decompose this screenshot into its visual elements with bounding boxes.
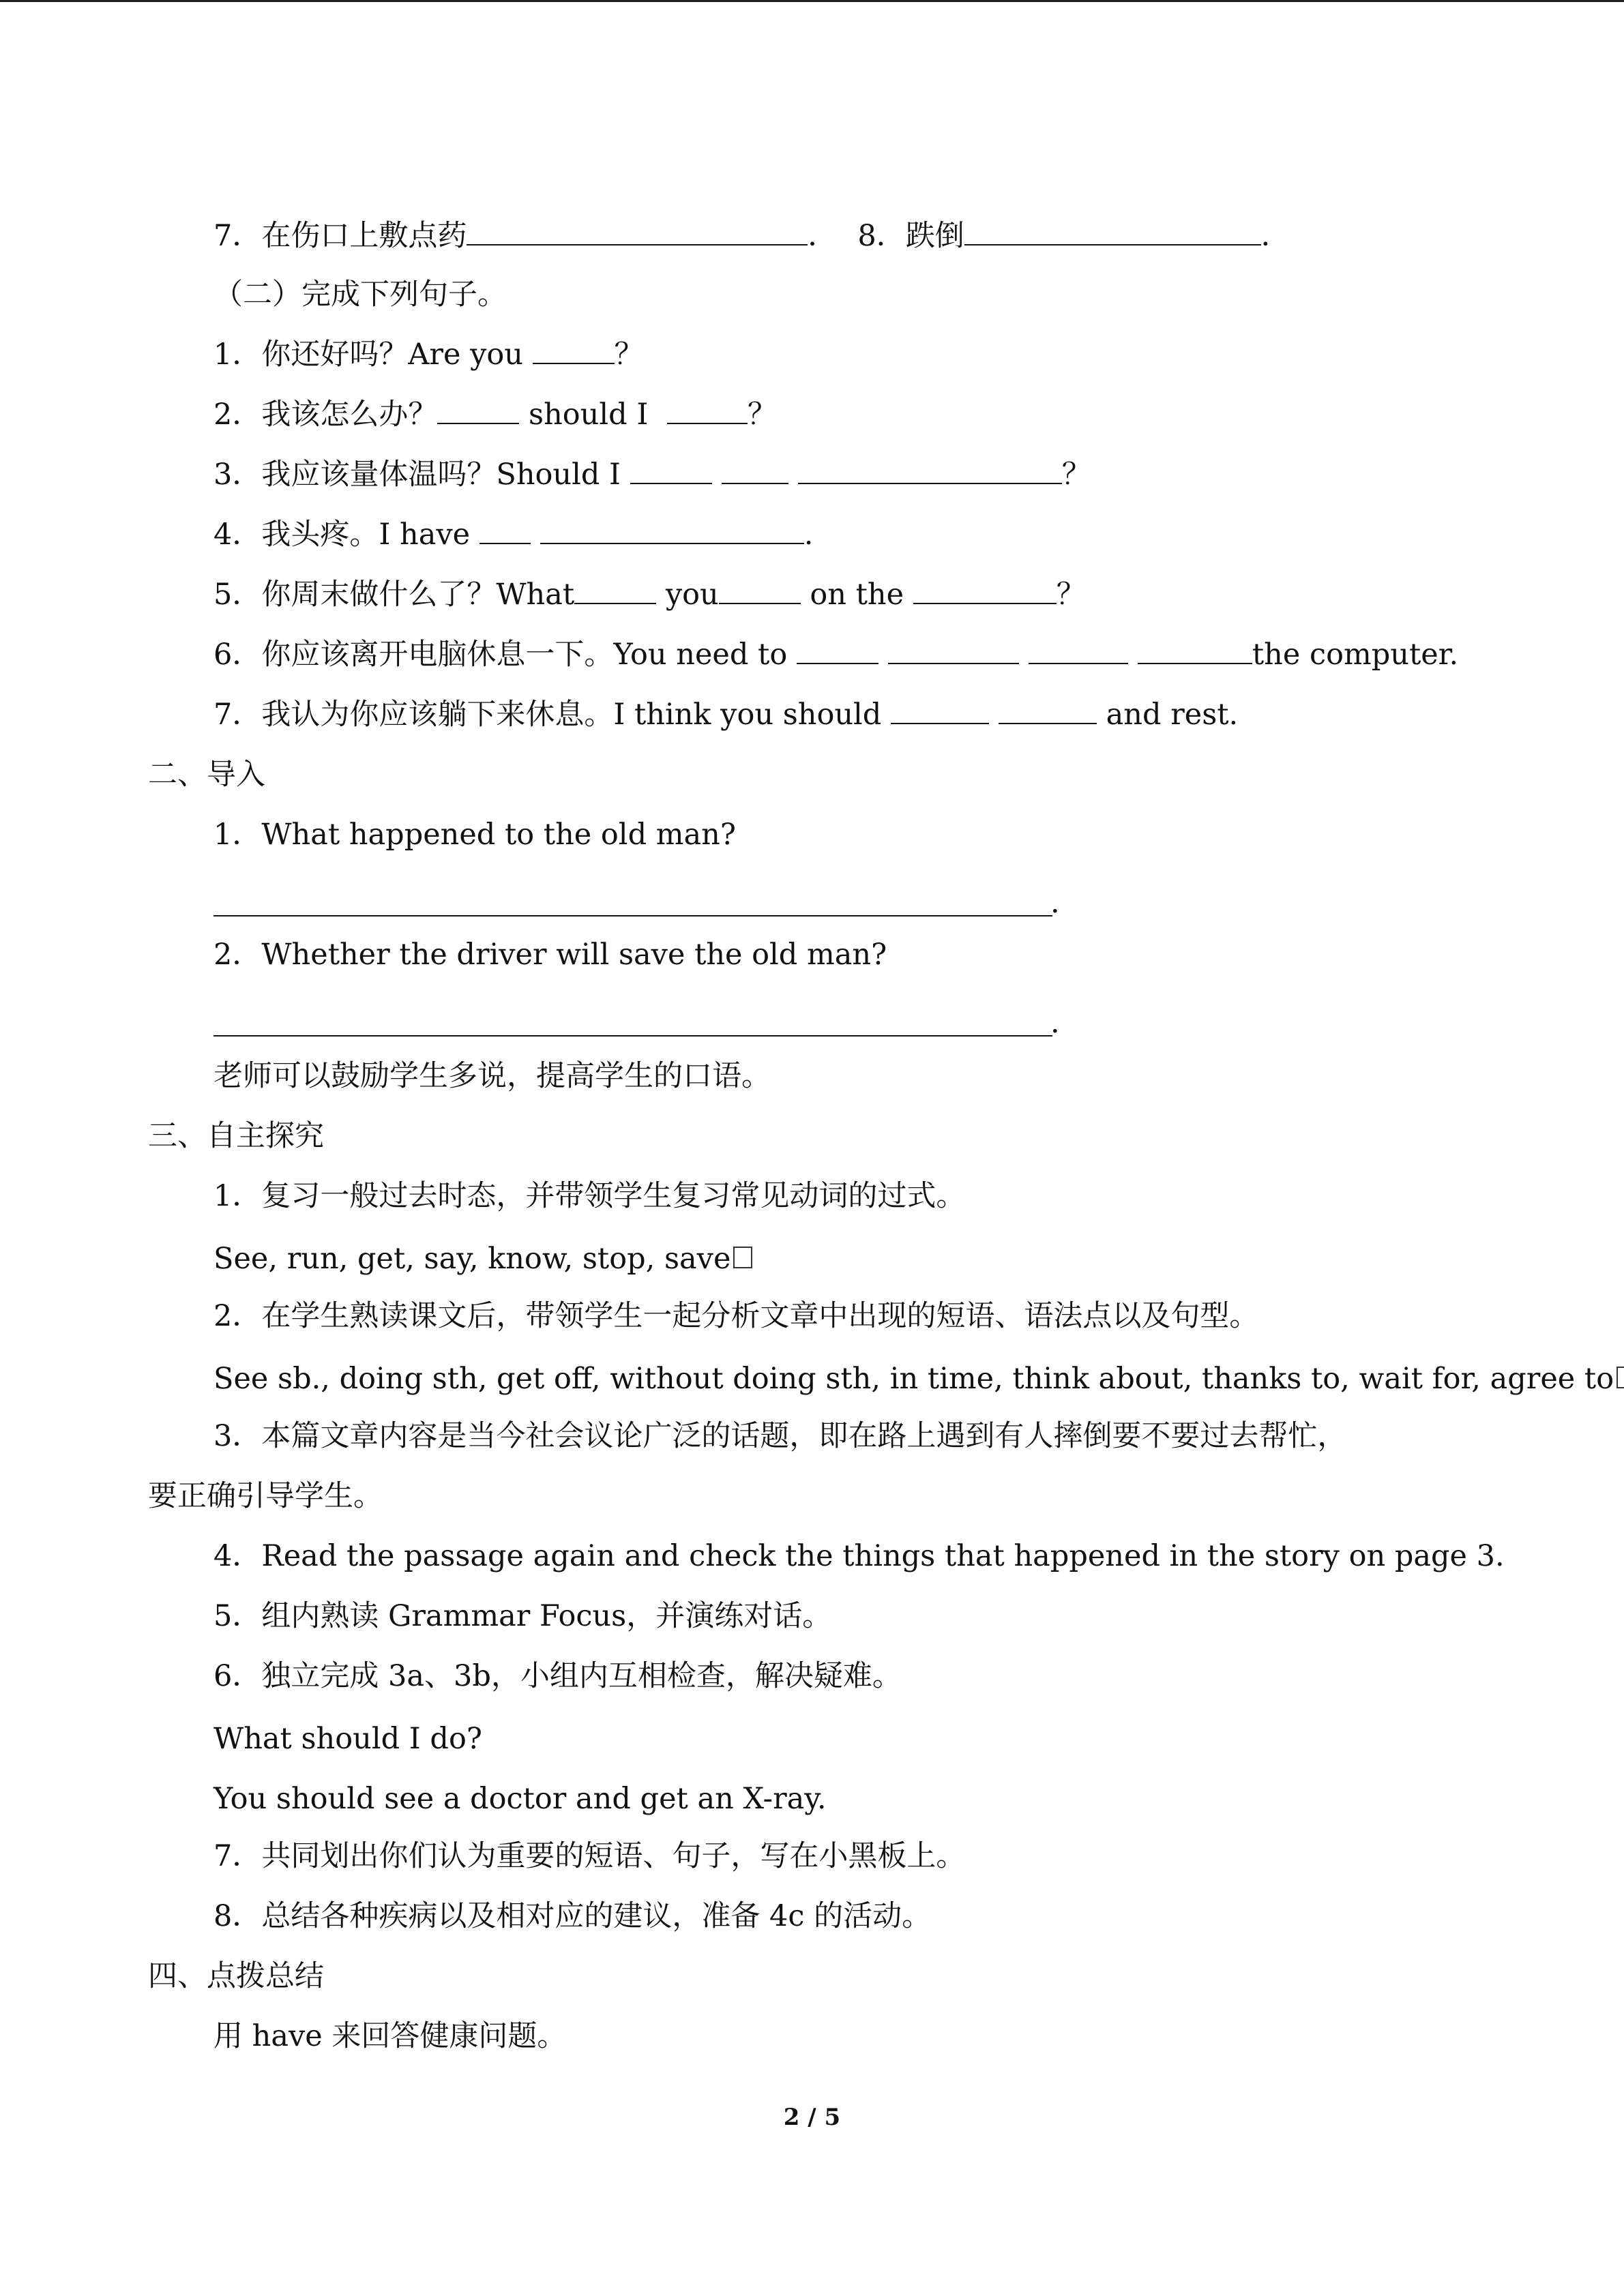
inquiry-step-8: 8．总结各种疾病以及相对应的建议，准备 4c 的活动。 [213,1899,932,1933]
answer-blank[interactable] [913,577,1057,604]
answer-blank[interactable] [797,637,879,664]
example-answer: You should see a doctor and get an X-ray. [213,1782,827,1816]
answer-blank[interactable] [964,218,1261,245]
intro-question-1: 1．What happened to the old man? [213,818,736,852]
inquiry-step-4: 4．Read the passage again and check the things that happened in the story on page 3. [213,1539,1505,1573]
answer-blank[interactable] [1138,637,1252,664]
answer-line-1-period: . [1050,886,1060,920]
answer-blank[interactable] [630,457,712,484]
answer-blank[interactable] [999,697,1097,724]
item-8-period: ． [1260,219,1290,253]
exercise-line-7-8 [213,218,1290,254]
verb-list: See, run, get, say, know, stop, save [213,1241,752,1277]
answer-blank[interactable] [719,577,801,604]
phrase-list: See sb., doing sth, get off, without doing sth, in time, think about, thanks to, wait for, agree to [213,1361,1624,1397]
sentence-q2: 2．我该怎么办？ should I ？ [213,398,777,432]
inquiry-step-6: 6．独立完成 3a、3b，小组内互相检查，解决疑难。 [213,1659,902,1693]
inquiry-step-1: 1．复习一般过去时态，并带领学生复习常见动词的过式。 [213,1179,966,1213]
section-heading-complete-sentences: （二）完成下列句子。 [213,278,507,312]
answer-blank[interactable] [467,218,808,245]
section-heading-introduction: 二、导入 [148,758,265,792]
top-border [0,0,1624,2]
sentence-q3: 3．我应该量体温吗？Should I ？ [213,458,1091,492]
answer-blank[interactable] [574,577,656,604]
answer-blank[interactable] [540,517,804,544]
answer-line-2-period: . [1050,1006,1060,1040]
item-8-text: 8．跌倒 [857,219,964,253]
box-glyph [733,1247,752,1268]
inquiry-step-3-line-2: 要正确引导学生。 [148,1479,383,1513]
sentence-q4: 4．我头疼。I have . [213,518,814,552]
answer-blank[interactable] [722,457,788,484]
intro-question-2: 2．Whether the driver will save the old man? [213,938,887,972]
answer-line-1[interactable] [213,915,1052,916]
answer-blank[interactable] [891,697,989,724]
answer-blank[interactable] [533,337,615,364]
answer-blank[interactable] [437,397,519,424]
summary-line: 用 have 来回答健康问题。 [213,2019,567,2053]
sentence-q5: 5．你周末做什么了？What you on the ？ [213,578,1086,612]
answer-blank[interactable] [888,637,1019,664]
item-7-text: 7．在伤口上敷点药 [213,219,467,253]
box-glyph [1616,1367,1624,1388]
answer-line-2[interactable] [213,1035,1052,1037]
answer-blank[interactable] [479,517,531,544]
answer-blank[interactable] [667,397,748,424]
inquiry-step-2: 2．在学生熟读课文后，带领学生一起分析文章中出现的短语、语法点以及句型。 [213,1299,1259,1333]
inquiry-step-5: 5．组内熟读 Grammar Focus，并演练对话。 [213,1599,832,1633]
answer-blank[interactable] [798,457,1062,484]
sentence-q7: 7．我认为你应该躺下来休息。I think you should and rest. [213,698,1239,732]
sentence-q6: 6．你应该离开电脑休息一下。You need to the computer. [213,638,1459,672]
teacher-note: 老师可以鼓励学生多说，提高学生的口语。 [213,1059,771,1093]
sentence-q1: 1．你还好吗？Are you ？ [213,338,644,372]
item-7-period: ． [808,219,838,253]
section-heading-self-inquiry: 三、自主探究 [148,1119,324,1153]
section-heading-summary: 四、点拨总结 [148,1959,324,1993]
inquiry-step-7: 7．共同划出你们认为重要的短语、句子，写在小黑板上。 [213,1839,966,1873]
inquiry-step-3-line-1: 3．本篇文章内容是当今社会议论广泛的话题，即在路上遇到有人摔倒要不要过去帮忙， [213,1419,1347,1453]
answer-blank[interactable] [1029,637,1128,664]
page-number: 2 / 5 [783,2104,841,2131]
example-question: What should I do? [213,1722,482,1756]
